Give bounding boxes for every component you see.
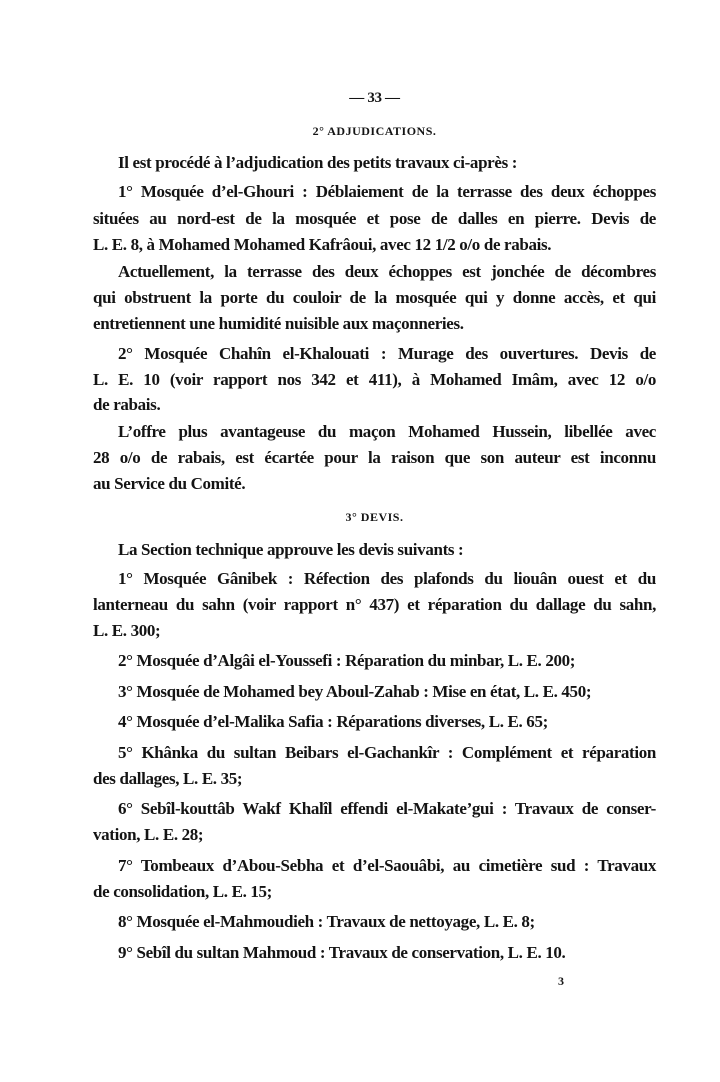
text-line: situées au nord-est de la mosquée et pose de dalles en pierre. Devis de [93,209,656,228]
text-line: 1° Mosquée Gânibek : Réfection des plafonds du liouân ouest et du [118,569,656,588]
text-line: L. E. 300; [93,621,161,640]
text-line: 2° Mosquée Chahîn el-Khalouati : Murage des ouvertures. Devis de [118,344,656,363]
devis-item-9: 9° Sebîl du sultan Mahmoud : Travaux de conservation, L. E. 10. [118,943,566,962]
intro-devis: La Section technique approuve les devis suivants : [118,540,464,559]
text-line: 6° Sebîl-kouttâb Wakf Khalîl effendi el-Makate’gui : Travaux de conser- [118,799,656,818]
devis-item-3: 3° Mosquée de Mohamed bey Aboul-Zahab : Mise en état, L. E. 450; [118,682,592,701]
text-line: 28 o/o de rabais, est écartée pour la raison que son auteur est inconnu [93,448,656,467]
text-line: L’offre plus avantageuse du maçon Mohamed Hussein, libellée avec [118,422,656,441]
text-line: de consolidation, L. E. 15; [93,882,272,901]
devis-item-8: 8° Mosquée el-Mahmoudieh : Travaux de nettoyage, L. E. 8; [118,912,535,931]
text-line: lanterneau du sahn (voir rapport n° 437) et réparation du dallage du sahn, [93,595,656,614]
devis-item-4: 4° Mosquée d’el-Malika Safia : Réparations diverses, L. E. 65; [118,712,548,731]
intro-adjudications: Il est procédé à l’adjudication des petits travaux ci-après : [118,153,518,172]
signature-mark: 3 [558,974,564,988]
section-heading-adjudications: 2° ADJUDICATIONS. [312,124,437,138]
text-line: Actuellement, la terrasse des deux échoppes est jonchée de décombres [118,262,656,281]
text-line: 1° Mosquée d’el-Ghouri : Déblaiement de la terrasse des deux échoppes [118,182,656,201]
text-line: des dallages, L. E. 35; [93,769,243,788]
text-line: vation, L. E. 28; [93,825,204,844]
text-line: de rabais. [93,395,161,414]
text-line: 7° Tombeaux d’Abou-Sebha et d’el-Saouâbi, au cimetière sud : Travaux [118,856,656,875]
page-number: — 33 — [349,90,400,106]
text-line: L. E. 10 (voir rapport nos 342 et 411), à Mohamed Imâm, avec 12 o/o [93,370,656,389]
section-heading-devis: 3° DEVIS. [345,510,404,524]
text-line: au Service du Comité. [93,474,246,493]
text-line: L. E. 8, à Mohamed Mohamed Kafrâoui, avec 12 1/2 o/o de rabais. [93,235,552,254]
devis-item-2: 2° Mosquée d’Algâi el-Youssefi : Réparation du minbar, L. E. 200; [118,651,576,670]
text-line: 5° Khânka du sultan Beibars el-Gachankîr : Complément et réparation [118,743,656,762]
text-line: qui obstruent la porte du couloir de la mosquée qui y donne accès, et qui [93,288,656,307]
text-line: entretiennent une humidité nuisible aux maçonneries. [93,314,464,333]
